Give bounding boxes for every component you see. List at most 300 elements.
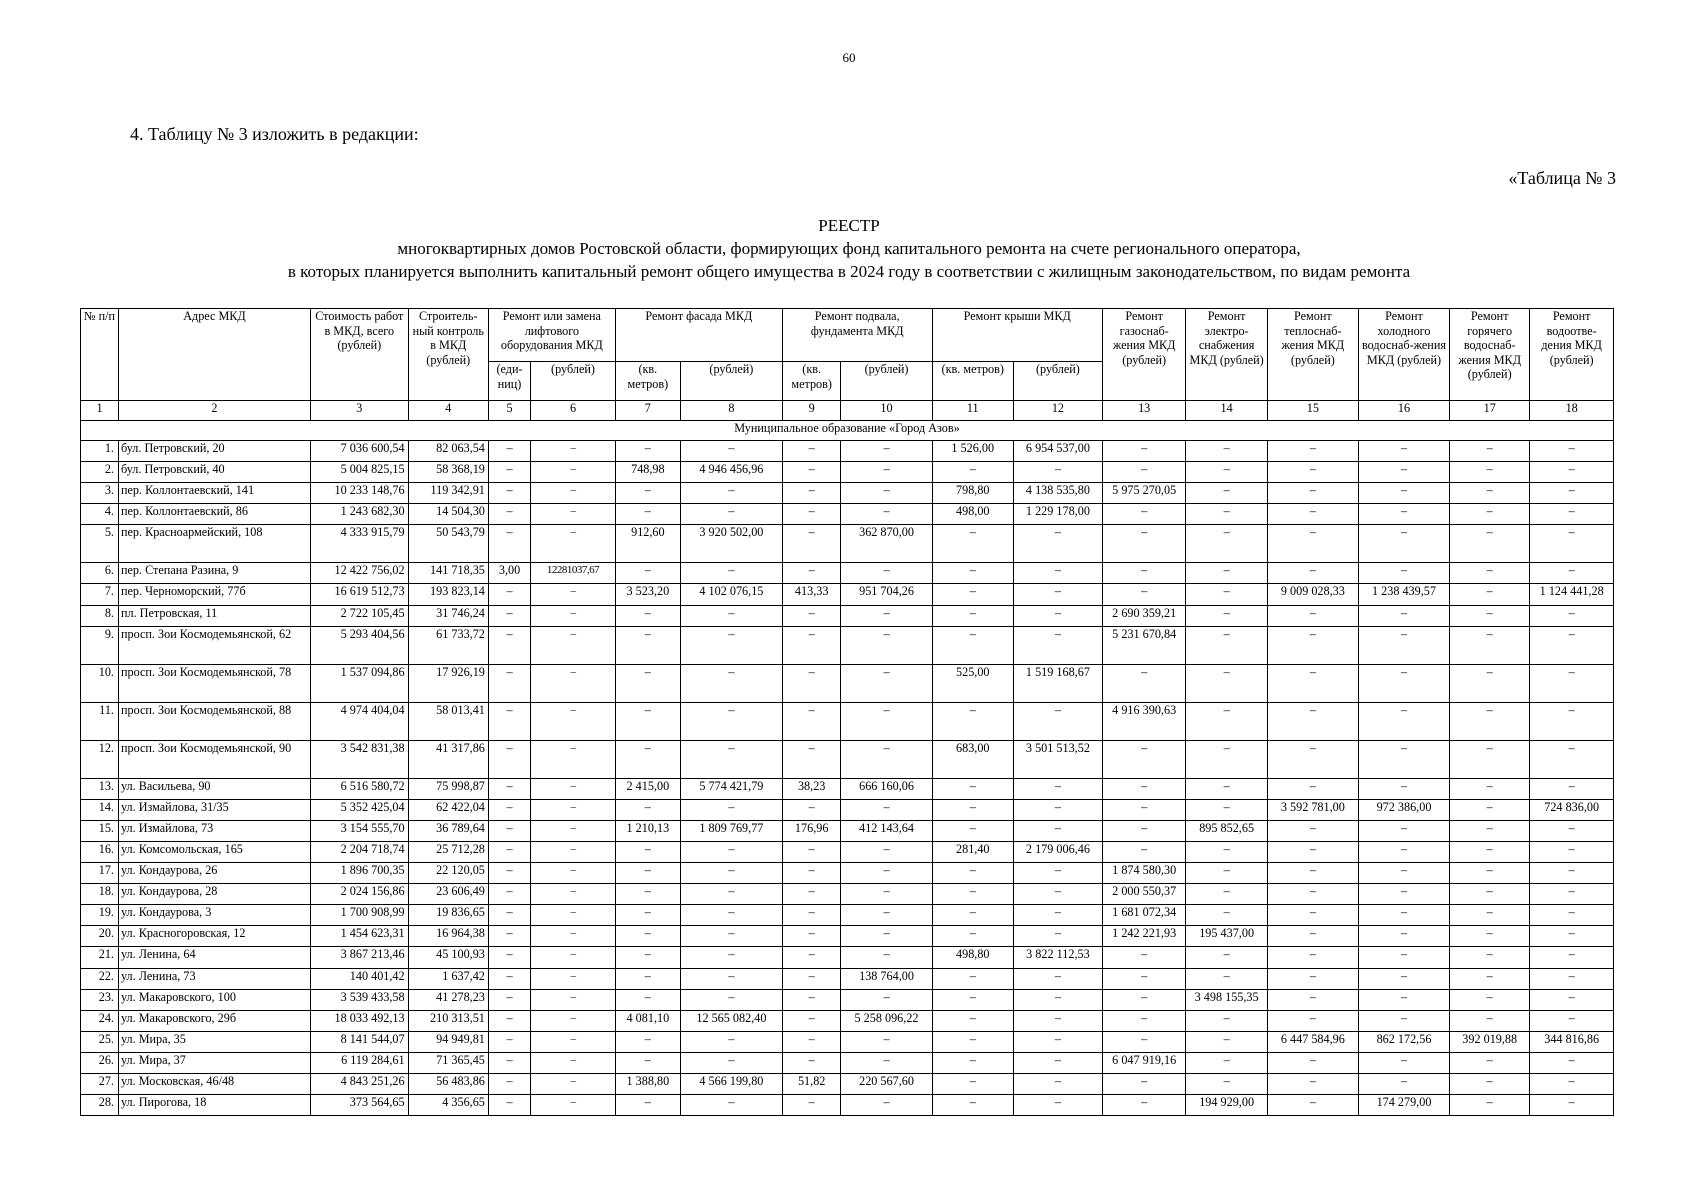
row-address: пер. Степана Разина, 9 <box>118 563 310 584</box>
row-value: – <box>615 702 680 740</box>
column-number-cell: 14 <box>1186 401 1267 421</box>
row-number: 10. <box>81 664 119 702</box>
row-value: – <box>1267 947 1358 968</box>
row-number: 6. <box>81 563 119 584</box>
row-value: – <box>1358 1052 1449 1073</box>
row-value: 413,33 <box>782 584 841 605</box>
row-value: – <box>680 926 782 947</box>
row-value: 1 809 769,77 <box>680 820 782 841</box>
row-value: 12281037,67 <box>531 563 616 584</box>
row-value: – <box>932 525 1013 563</box>
row-value: – <box>1450 926 1530 947</box>
header-heat: Ремонт теплоснаб-жения МКД (рублей) <box>1267 309 1358 401</box>
column-number-cell: 2 <box>118 401 310 421</box>
row-value: – <box>1102 1031 1186 1052</box>
row-value: – <box>1013 926 1102 947</box>
row-value: – <box>1450 884 1530 905</box>
row-number: 23. <box>81 989 119 1010</box>
row-value: 176,96 <box>782 820 841 841</box>
row-value: – <box>615 1031 680 1052</box>
row-value: 862 172,56 <box>1358 1031 1449 1052</box>
header-cost: Стоимость работ в МКД, всего (рублей) <box>310 309 408 401</box>
row-value: 3 822 112,53 <box>1013 947 1102 968</box>
row-value: – <box>488 1031 530 1052</box>
row-value: – <box>841 989 932 1010</box>
row-address: пл. Петровская, 11 <box>118 605 310 626</box>
row-value: – <box>782 462 841 483</box>
row-value: – <box>782 702 841 740</box>
column-number-cell: 1 <box>81 401 119 421</box>
row-value: – <box>1267 1052 1358 1073</box>
row-value: – <box>1358 605 1449 626</box>
row-value: – <box>615 905 680 926</box>
row-value: – <box>615 968 680 989</box>
row-value: – <box>1186 605 1267 626</box>
row-value: – <box>1013 1095 1102 1116</box>
row-value: 1 238 439,57 <box>1358 584 1449 605</box>
row-number: 27. <box>81 1073 119 1094</box>
row-value: – <box>1186 799 1267 820</box>
header-basement: Ремонт подвала, фундамента МКД <box>782 309 932 362</box>
row-value: 4 081,10 <box>615 1010 680 1031</box>
row-value: – <box>1358 778 1449 799</box>
row-value: – <box>1013 905 1102 926</box>
row-value: 31 746,24 <box>408 605 488 626</box>
row-value: – <box>932 778 1013 799</box>
row-value: 895 852,65 <box>1186 820 1267 841</box>
row-value: – <box>1186 584 1267 605</box>
row-value: – <box>615 863 680 884</box>
row-value: 6 047 919,16 <box>1102 1052 1186 1073</box>
table-row <box>81 584 1614 605</box>
row-value: – <box>1450 905 1530 926</box>
row-value: 195 437,00 <box>1186 926 1267 947</box>
row-value: – <box>1530 905 1614 926</box>
row-value: 798,80 <box>932 483 1013 504</box>
row-value: – <box>841 926 932 947</box>
row-value: – <box>1186 968 1267 989</box>
row-value: – <box>488 989 530 1010</box>
table-row <box>81 462 1614 483</box>
row-value: – <box>1530 563 1614 584</box>
row-value: 2 415,00 <box>615 778 680 799</box>
row-value: – <box>1267 905 1358 926</box>
row-value: – <box>1530 989 1614 1010</box>
row-value: – <box>488 702 530 740</box>
row-value: – <box>1267 740 1358 778</box>
row-value: – <box>1358 926 1449 947</box>
row-value: 392 019,88 <box>1450 1031 1530 1052</box>
row-address: пер. Коллонтаевский, 86 <box>118 504 310 525</box>
row-value: – <box>1186 1031 1267 1052</box>
row-number: 9. <box>81 626 119 664</box>
table-row <box>81 605 1614 626</box>
row-value: – <box>488 926 530 947</box>
row-number: 26. <box>81 1052 119 1073</box>
row-value: 82 063,54 <box>408 441 488 462</box>
row-value: – <box>1013 820 1102 841</box>
row-value: 1 637,42 <box>408 968 488 989</box>
row-value: – <box>782 884 841 905</box>
row-value: – <box>1013 462 1102 483</box>
row-value: – <box>932 1095 1013 1116</box>
row-value: – <box>531 462 616 483</box>
row-value: – <box>1267 841 1358 862</box>
row-value: – <box>1450 584 1530 605</box>
subheader-rubles: (рублей) <box>841 362 932 401</box>
registry-table <box>80 308 1614 1116</box>
row-value: – <box>1013 799 1102 820</box>
row-value: – <box>1102 584 1186 605</box>
row-address: просп. Зои Космодемьянской, 62 <box>118 626 310 664</box>
row-value: – <box>1358 863 1449 884</box>
row-value: 45 100,93 <box>408 947 488 968</box>
row-value: – <box>782 1052 841 1073</box>
column-number-cell: 11 <box>932 401 1013 421</box>
row-value: – <box>1186 504 1267 525</box>
row-value: – <box>841 441 932 462</box>
row-value: – <box>615 605 680 626</box>
row-value: – <box>1267 989 1358 1010</box>
subheader-units: (еди-ниц) <box>488 362 530 401</box>
row-value: – <box>1530 740 1614 778</box>
row-value: 1 526,00 <box>932 441 1013 462</box>
row-value: 58 013,41 <box>408 702 488 740</box>
row-value: 1 210,13 <box>615 820 680 841</box>
row-number: 11. <box>81 702 119 740</box>
row-value: – <box>932 1031 1013 1052</box>
row-value: – <box>488 947 530 968</box>
row-value: – <box>680 483 782 504</box>
table-row <box>81 926 1614 947</box>
row-value: – <box>1267 563 1358 584</box>
row-value: – <box>932 584 1013 605</box>
table-row <box>81 664 1614 702</box>
row-value: 362 870,00 <box>841 525 932 563</box>
row-value: – <box>932 820 1013 841</box>
row-value: – <box>488 1052 530 1073</box>
column-number-cell: 3 <box>310 401 408 421</box>
row-value: – <box>841 702 932 740</box>
row-value: 3,00 <box>488 563 530 584</box>
row-value: – <box>1358 968 1449 989</box>
row-value: – <box>1450 778 1530 799</box>
row-value: – <box>680 947 782 968</box>
header-drainage: Ремонт водоотве-дения МКД (рублей) <box>1530 309 1614 401</box>
column-number-cell: 15 <box>1267 401 1358 421</box>
table-row <box>81 989 1614 1010</box>
row-value: – <box>531 525 616 563</box>
row-value: 3 592 781,00 <box>1267 799 1358 820</box>
row-value: – <box>1186 563 1267 584</box>
column-number-cell: 9 <box>782 401 841 421</box>
row-value: – <box>932 462 1013 483</box>
row-value: – <box>1530 926 1614 947</box>
row-value: – <box>615 1052 680 1073</box>
subheader-sq-m: (кв. метров) <box>615 362 680 401</box>
row-value: 5 004 825,15 <box>310 462 408 483</box>
row-value: – <box>1102 778 1186 799</box>
row-value: – <box>1530 947 1614 968</box>
row-value: – <box>841 1095 932 1116</box>
table-row <box>81 863 1614 884</box>
row-value: – <box>615 1095 680 1116</box>
row-value: – <box>531 820 616 841</box>
row-value: – <box>531 841 616 862</box>
row-number: 14. <box>81 799 119 820</box>
row-value: – <box>680 905 782 926</box>
table-row <box>81 1031 1614 1052</box>
row-value: 58 368,19 <box>408 462 488 483</box>
row-address: ул. Комсомольская, 165 <box>118 841 310 862</box>
row-value: 2 024 156,86 <box>310 884 408 905</box>
row-value: 5 352 425,04 <box>310 799 408 820</box>
row-value: 1 519 168,67 <box>1013 664 1102 702</box>
column-number-cell: 18 <box>1530 401 1614 421</box>
header-cold-water: Ремонт холодного водоснаб-жения МКД (рублей) <box>1358 309 1449 401</box>
row-number: 3. <box>81 483 119 504</box>
column-number-cell: 8 <box>680 401 782 421</box>
row-value: – <box>932 968 1013 989</box>
row-value: 2 722 105,45 <box>310 605 408 626</box>
row-value: – <box>488 525 530 563</box>
subheader-rubles: (рублей) <box>680 362 782 401</box>
row-value: 1 243 682,30 <box>310 504 408 525</box>
table-row <box>81 947 1614 968</box>
row-value: – <box>488 584 530 605</box>
row-value: – <box>1013 863 1102 884</box>
row-number: 1. <box>81 441 119 462</box>
row-value: – <box>841 1031 932 1052</box>
row-value: – <box>782 664 841 702</box>
row-value: – <box>841 884 932 905</box>
row-value: 41 317,86 <box>408 740 488 778</box>
row-value: 4 974 404,04 <box>310 702 408 740</box>
header-construction-control: Строитель-ный контроль в МКД (рублей) <box>408 309 488 401</box>
row-value: – <box>782 1010 841 1031</box>
row-value: 666 160,06 <box>841 778 932 799</box>
row-value: – <box>1450 626 1530 664</box>
row-value: – <box>680 968 782 989</box>
row-value: – <box>1102 820 1186 841</box>
row-value: – <box>488 441 530 462</box>
row-value: – <box>782 605 841 626</box>
row-value: – <box>1530 483 1614 504</box>
row-value: – <box>1530 778 1614 799</box>
header-roof: Ремонт крыши МКД <box>932 309 1102 362</box>
row-value: – <box>1267 664 1358 702</box>
row-value: – <box>782 968 841 989</box>
row-value: – <box>488 778 530 799</box>
row-value: 10 233 148,76 <box>310 483 408 504</box>
row-address: ул. Макаровского, 100 <box>118 989 310 1010</box>
row-value: – <box>1358 563 1449 584</box>
row-value: 18 033 492,13 <box>310 1010 408 1031</box>
row-value: 498,00 <box>932 504 1013 525</box>
row-value: – <box>680 740 782 778</box>
table-row <box>81 504 1614 525</box>
row-value: – <box>531 947 616 968</box>
row-value: 94 949,81 <box>408 1031 488 1052</box>
row-value: – <box>1102 504 1186 525</box>
row-value: – <box>1450 841 1530 862</box>
row-value: – <box>1530 664 1614 702</box>
row-number: 17. <box>81 863 119 884</box>
table-row <box>81 702 1614 740</box>
row-value: – <box>841 1052 932 1073</box>
header-address: Адрес МКД <box>118 309 310 401</box>
row-address: ул. Макаровского, 29б <box>118 1010 310 1031</box>
row-address: ул. Кондаурова, 26 <box>118 863 310 884</box>
row-value: 4 946 456,96 <box>680 462 782 483</box>
table-row <box>81 1052 1614 1073</box>
row-value: – <box>1450 1095 1530 1116</box>
table-row <box>81 905 1614 926</box>
header-electric: Ремонт электро-снабжения МКД (рублей) <box>1186 309 1267 401</box>
row-value: – <box>615 884 680 905</box>
row-value: – <box>1186 702 1267 740</box>
row-address: ул. Ленина, 73 <box>118 968 310 989</box>
row-value: 36 789,64 <box>408 820 488 841</box>
row-value: – <box>1450 947 1530 968</box>
row-value: – <box>1530 820 1614 841</box>
row-value: – <box>488 1073 530 1094</box>
row-value: – <box>680 1095 782 1116</box>
row-value: – <box>680 441 782 462</box>
table-row <box>81 1010 1614 1031</box>
registry-title: РЕЕСТР <box>818 216 880 235</box>
row-value: 2 690 359,21 <box>1102 605 1186 626</box>
row-value: – <box>1267 441 1358 462</box>
row-value: – <box>531 1052 616 1073</box>
row-address: пер. Красноармейский, 108 <box>118 525 310 563</box>
row-value: – <box>932 563 1013 584</box>
row-value: – <box>488 462 530 483</box>
row-value: – <box>680 605 782 626</box>
row-value: – <box>488 884 530 905</box>
row-number: 2. <box>81 462 119 483</box>
row-number: 18. <box>81 884 119 905</box>
row-value: – <box>1450 504 1530 525</box>
row-value: – <box>1358 504 1449 525</box>
row-value: – <box>488 863 530 884</box>
row-value: 210 313,51 <box>408 1010 488 1031</box>
row-value: – <box>1102 563 1186 584</box>
row-number: 24. <box>81 1010 119 1031</box>
table-row <box>81 525 1614 563</box>
column-number-cell: 6 <box>531 401 616 421</box>
row-value: 951 704,26 <box>841 584 932 605</box>
row-number: 25. <box>81 1031 119 1052</box>
row-address: ул. Мира, 37 <box>118 1052 310 1073</box>
row-value: 4 138 535,80 <box>1013 483 1102 504</box>
column-number-cell: 10 <box>841 401 932 421</box>
column-number-cell: 17 <box>1450 401 1530 421</box>
row-value: 724 836,00 <box>1530 799 1614 820</box>
row-value: 1 229 178,00 <box>1013 504 1102 525</box>
row-value: 8 141 544,07 <box>310 1031 408 1052</box>
row-value: – <box>932 799 1013 820</box>
intro-text: 4. Таблицу № 3 изложить в редакции: <box>130 124 419 144</box>
row-value: 138 764,00 <box>841 968 932 989</box>
row-value: – <box>841 504 932 525</box>
row-value: – <box>1013 702 1102 740</box>
row-value: – <box>1186 1010 1267 1031</box>
row-value: – <box>1358 525 1449 563</box>
row-value: – <box>615 947 680 968</box>
header-no: № п/п <box>81 309 119 401</box>
row-value: 1 454 623,31 <box>310 926 408 947</box>
row-value: – <box>1186 884 1267 905</box>
row-value: – <box>841 605 932 626</box>
row-value: – <box>1013 584 1102 605</box>
row-value: 2 204 718,74 <box>310 841 408 862</box>
row-value: – <box>1530 525 1614 563</box>
row-value: 194 929,00 <box>1186 1095 1267 1116</box>
row-value: – <box>1102 799 1186 820</box>
row-value: – <box>932 605 1013 626</box>
row-address: ул. Красногоровская, 12 <box>118 926 310 947</box>
row-value: – <box>1013 778 1102 799</box>
row-value: – <box>1013 1031 1102 1052</box>
row-value: – <box>1186 905 1267 926</box>
row-value: – <box>488 664 530 702</box>
row-value: 16 619 512,73 <box>310 584 408 605</box>
table-row <box>81 1095 1614 1116</box>
row-value: – <box>1530 968 1614 989</box>
row-value: – <box>1267 968 1358 989</box>
row-value: 3 920 502,00 <box>680 525 782 563</box>
row-value: – <box>1102 740 1186 778</box>
row-value: 3 501 513,52 <box>1013 740 1102 778</box>
row-value: – <box>531 1031 616 1052</box>
row-value: – <box>1267 702 1358 740</box>
row-number: 28. <box>81 1095 119 1116</box>
row-number: 12. <box>81 740 119 778</box>
row-address: ул. Московская, 46/48 <box>118 1073 310 1094</box>
row-value: – <box>680 563 782 584</box>
row-value: 3 523,20 <box>615 584 680 605</box>
row-value: – <box>1530 504 1614 525</box>
row-value: – <box>1450 740 1530 778</box>
row-value: 4 916 390,63 <box>1102 702 1186 740</box>
row-value: – <box>1267 1095 1358 1116</box>
row-value: – <box>615 841 680 862</box>
row-value: – <box>615 799 680 820</box>
row-value: – <box>1186 778 1267 799</box>
row-value: – <box>1013 1052 1102 1073</box>
row-value: – <box>1102 947 1186 968</box>
row-value: – <box>782 989 841 1010</box>
row-value: – <box>1450 563 1530 584</box>
row-value: – <box>615 926 680 947</box>
row-value: – <box>841 905 932 926</box>
row-value: – <box>1530 462 1614 483</box>
row-value: 51,82 <box>782 1073 841 1094</box>
row-value: 174 279,00 <box>1358 1095 1449 1116</box>
row-value: – <box>1450 968 1530 989</box>
row-value: 498,80 <box>932 947 1013 968</box>
row-value: – <box>680 1031 782 1052</box>
row-value: 6 119 284,61 <box>310 1052 408 1073</box>
row-value: – <box>1267 525 1358 563</box>
row-value: 3 154 555,70 <box>310 820 408 841</box>
row-address: пер. Черноморский, 77б <box>118 584 310 605</box>
page-number: 60 <box>842 50 856 65</box>
table-row <box>81 1073 1614 1094</box>
row-value: – <box>782 841 841 862</box>
row-value: – <box>1267 1073 1358 1094</box>
